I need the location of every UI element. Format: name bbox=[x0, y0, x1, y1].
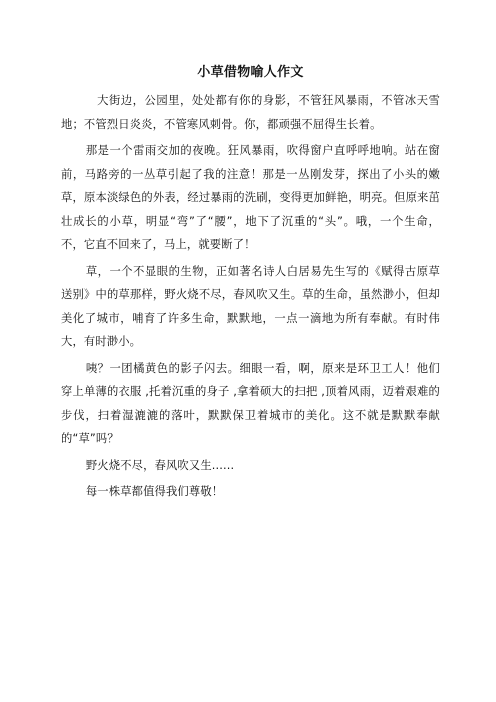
document-title: 小草借物喻人作文 bbox=[197, 65, 304, 80]
paragraph-5: 野火烧不尽，春风吹又生...... bbox=[85, 458, 235, 472]
paragraph-4: 咦？一团橘黄色的影子闪去。细眼一看，啊，原来是环卫工人！他们穿上单薄的衣服 ,托着沉重的身子 ,拿着硕大的扫把 ,顶着风雨，迈着艰难的步伐，扫着湿漉漉的落叶，默默保卫着城市的美化。这不就是默默奉献的“草”吗？ bbox=[61, 361, 440, 445]
paragraph-1: 大街边，公园里，处处都有你的身影，不管狂风暴雨，不管冰天雪地；不管烈日炎炎，不管寒风刺骨。你，都顽强不屈得生长着。 bbox=[61, 94, 440, 131]
paragraph-6: 每一株草都值得我们尊敬！ bbox=[85, 485, 224, 498]
paragraph-2: 那是一个雷雨交加的夜晚。狂风暴雨，吹得窗户直呼呼地响。站在窗前，马路旁的一丛草引起了我的注意！那是一丛刚发芽，探出了小头的嫩草，原本淡绿色的外表，经过暴雨的洗刷，变得更加鲜艳，明亮。但原来茁壮成长的小草，明显“弯”了“腰”，地下了沉重的“头”。哦，一个生命，不，它直不回来了，马上，就要断了！ bbox=[61, 144, 440, 251]
paragraph-3: 草，一个不显眼的生物，正如著名诗人白居易先生写的《赋得古原草送别》中的草那样，野火烧不尽，春风吹又生。草的生命，虽然渺小，但却美化了城市，哺育了许多生命，默默地，一点一滴地为所有奉献。有时伟大，有时渺小。 bbox=[61, 264, 440, 348]
